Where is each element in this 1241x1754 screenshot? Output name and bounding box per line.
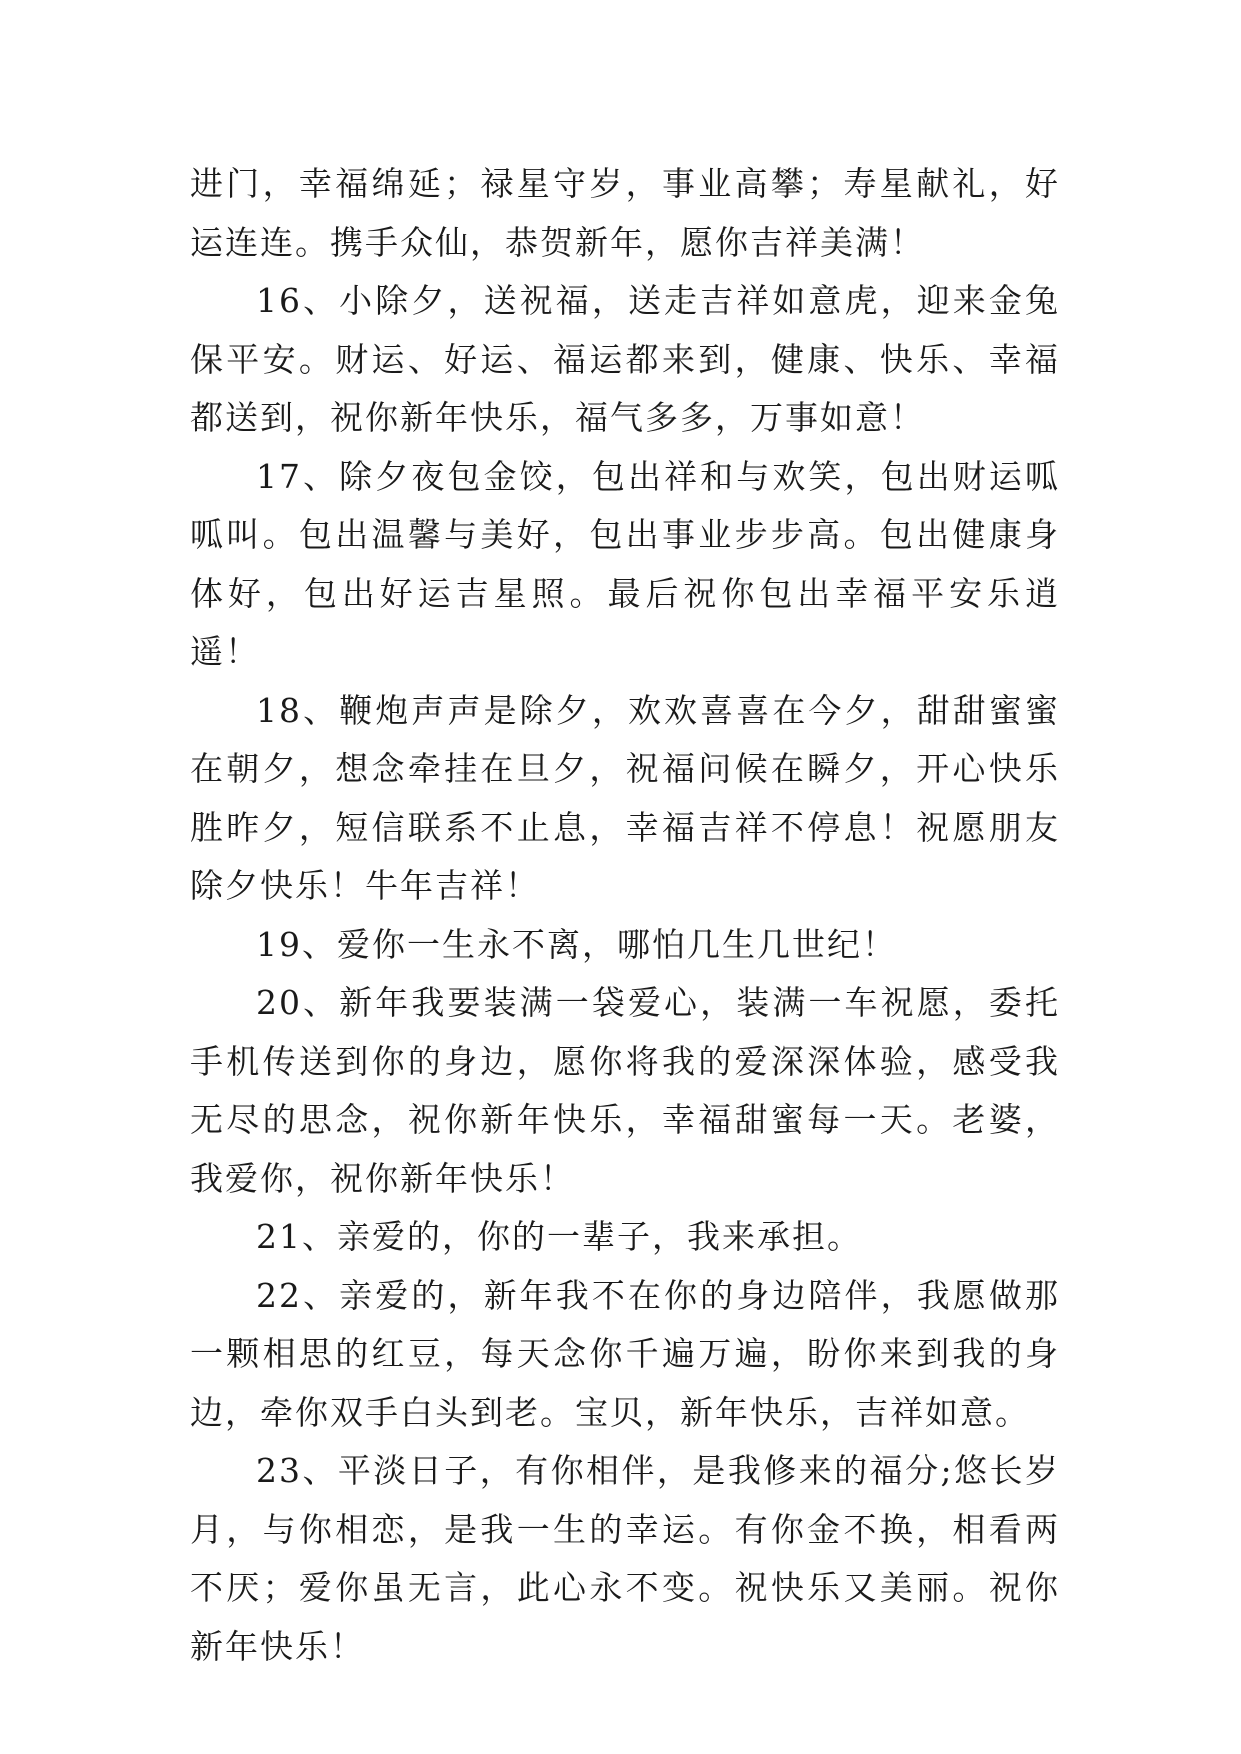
document-body — [190, 155, 1060, 1676]
paragraph-23: 23、平淡日子，有你相伴，是我修来的福分;悠长岁月，与你相恋，是我一生的幸运。有你金不换，相看两不厌；爱你虽无言，此心永不变。祝快乐又美丽。祝你新年快乐！ — [190, 1451, 1060, 1666]
paragraph-22: 22、亲爱的，新年我不在你的身边陪伴，我愿做那一颗相思的红豆，每天念你千遍万遍，盼你来到我的身边，牵你双手白头到老。宝贝，新年快乐，吉祥如意。 — [190, 1275, 1060, 1432]
paragraph-17: 17、除夕夜包金饺，包出祥和与欢笑，包出财运呱呱叫。包出温馨与美好，包出事业步步高。包出健康身体好，包出好运吉星照。最后祝你包出幸福平安乐逍遥！ — [190, 456, 1060, 671]
paragraph-19: 19、爱你一生永不离，哪怕几生几世纪！ — [256, 924, 897, 964]
paragraph-16: 16、小除夕，送祝福，送走吉祥如意虎，迎来金兔保平安。财运、好运、福运都来到，健康、快乐、幸福都送到，祝你新年快乐，福气多多，万事如意！ — [190, 281, 1060, 437]
paragraph-21: 21、亲爱的，你的一辈子，我来承担。 — [256, 1217, 862, 1256]
paragraph-continued: 进门，幸福绵延；禄星守岁，事业高攀；寿星献礼，好运连连。携手众仙，恭贺新年，愿你吉祥美满！ — [190, 164, 1060, 262]
paragraph-20: 20、新年我要装满一袋爱心，装满一车祝愿，委托手机传送到你的身边，愿你将我的爱深深体验，感受我无尽的思念，祝你新年快乐，幸福甜蜜每一天。老婆，我爱你，祝你新年快乐！ — [190, 983, 1060, 1198]
paragraph-18: 18、鞭炮声声是除夕，欢欢喜喜在今夕，甜甜蜜蜜在朝夕，想念牵挂在旦夕，祝福问候在瞬夕，开心快乐胜昨夕，短信联系不止息，幸福吉祥不停息！祝愿朋友除夕快乐！牛年吉祥！ — [190, 690, 1060, 905]
